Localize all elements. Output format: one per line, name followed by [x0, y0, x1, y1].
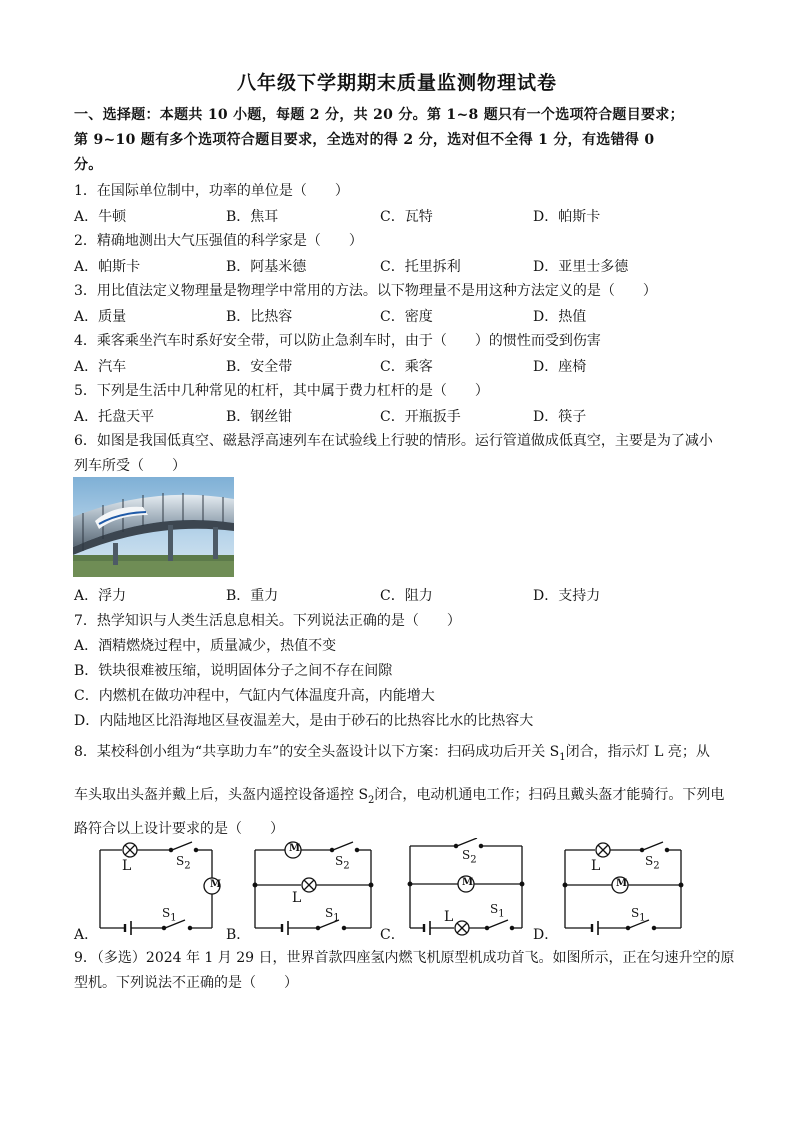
- q6-option-c[interactable]: C．阻力: [380, 588, 433, 604]
- question-7-stem: 7．热学知识与人类生活息息相关。下列说法正确的是（ ）: [74, 613, 461, 629]
- lamp-label-a: L: [122, 858, 132, 874]
- q3-option-d[interactable]: D．热值: [533, 309, 587, 325]
- q2-option-b[interactable]: B．阿基米德: [226, 259, 307, 275]
- q7-option-d[interactable]: D．内陆地区比沿海地区昼夜温差大，是由于砂石的比热容比水的比热容大: [74, 713, 534, 729]
- question-8-stem-line-3: 路符合以上设计要求的是（ ）: [74, 821, 284, 837]
- q6-option-a[interactable]: A．浮力: [74, 588, 127, 604]
- question-1-stem: 1．在国际单位制中，功率的单位是（ ）: [74, 183, 349, 199]
- lamp-label-b: L: [292, 890, 302, 906]
- switch-s2-label-c: $S_2$: [462, 848, 477, 866]
- maglev-train-photo: [73, 477, 234, 577]
- question-3-stem: 3．用比值法定义物理量是物理学中常用的方法。以下物理量不是用这种方法定义的是（ ）: [74, 283, 657, 299]
- question-6-stem-line-2: 列车所受（ ）: [74, 458, 186, 474]
- q4-option-a[interactable]: A．汽车: [74, 359, 127, 375]
- q2-option-a[interactable]: A．帕斯卡: [74, 259, 141, 275]
- page-title: 八年级下学期期末质量监测物理试卷: [236, 72, 557, 94]
- circuit-diagram-b: [245, 838, 395, 938]
- question-4-stem: 4．乘客乘坐汽车时系好安全带，可以防止急刹车时，由于（ ）的惯性而受到伤害: [74, 333, 601, 349]
- q1-option-d[interactable]: D．帕斯卡: [533, 209, 601, 225]
- lamp-label-c: L: [444, 909, 454, 925]
- q2-option-d[interactable]: D．亚里士多德: [533, 259, 629, 275]
- q4-option-b[interactable]: B．安全带: [226, 359, 293, 375]
- q3-option-b[interactable]: B．比热容: [226, 309, 293, 325]
- q3-option-c[interactable]: C．密度: [380, 309, 433, 325]
- q7-option-a[interactable]: A．酒精燃烧过程中，质量减少，热值不变: [74, 638, 337, 654]
- q8-option-a[interactable]: A．: [74, 927, 99, 943]
- circuit-diagram-d: [555, 838, 705, 938]
- question-8-stem-line-1: 8．某校科创小组为“共享助力车”的安全头盔设计以下方案：扫码成功后开关 $S_1$闭合，指示灯 L 亮；从: [74, 744, 710, 763]
- q8-option-c[interactable]: C．: [380, 927, 405, 943]
- section-line-1: 一、选择题：本题共 10 小题，每题 2 分，共 20 分。第 1~8 题只有一个选项符合题目要求；: [74, 107, 684, 123]
- q7-option-b[interactable]: B．铁块很难被压缩，说明固体分子之间不存在间隙: [74, 663, 393, 679]
- q1-option-b[interactable]: B．焦耳: [226, 209, 279, 225]
- switch-s1-label-c: $S_1$: [490, 902, 505, 920]
- switch-s2-label-d: $S_2$: [645, 854, 660, 872]
- question-8-stem-line-2: 车头取出头盔并戴上后，头盔内遥控设备遥控 $S_2$闭合，电动机通电工作；扫码且戴头盔才能骑行。下列电: [74, 787, 725, 806]
- switch-s1-label-b: $S_1$: [325, 906, 340, 924]
- q5-option-d[interactable]: D．筷子: [533, 409, 587, 425]
- question-5-stem: 5．下列是生活中几种常见的杠杆，其中属于费力杠杆的是（ ）: [74, 383, 489, 399]
- question-6-stem-line-1: 6．如图是我国低真空、磁悬浮高速列车在试验线上行驶的情形。运行管道做成低真空，主要是为了减小: [74, 433, 713, 449]
- q4-option-c[interactable]: C．乘客: [380, 359, 433, 375]
- q8-option-b[interactable]: B．: [226, 927, 251, 943]
- section-instructions: [74, 103, 734, 178]
- switch-s1-label-d: $S_1$: [631, 906, 646, 924]
- q6-option-b[interactable]: B．重力: [226, 588, 279, 604]
- q7-option-c[interactable]: C．内燃机在做功冲程中，气缸内气体温度升高，内能增大: [74, 688, 435, 704]
- switch-s1-label-a: $S_1$: [162, 906, 177, 924]
- switch-s2-label-a: $S_2$: [176, 854, 191, 872]
- q2-option-c[interactable]: C．托里拆利: [380, 259, 461, 275]
- q6-option-d[interactable]: D．支持力: [533, 588, 601, 604]
- motor-symbol-a: M: [210, 879, 222, 890]
- q1-option-a[interactable]: A．牛顿: [74, 209, 127, 225]
- lamp-label-d: L: [591, 858, 601, 874]
- question-9-stem-line-1: 9．（多选）2024 年 1 月 29 日，世界首款四座氢内燃飞机原型机成功首飞。如图所示，正在匀速升空的原: [74, 950, 735, 966]
- q5-option-c[interactable]: C．开瓶扳手: [380, 409, 461, 425]
- q5-option-b[interactable]: B．钢丝钳: [226, 409, 293, 425]
- motor-symbol-b: M: [289, 843, 301, 854]
- switch-s2-label-b: $S_2$: [335, 854, 350, 872]
- section-line-3: 分。: [74, 157, 103, 173]
- q1-option-c[interactable]: C．瓦特: [380, 209, 433, 225]
- circuit-diagram-c: [400, 838, 550, 938]
- q4-option-d[interactable]: D．座椅: [533, 359, 587, 375]
- motor-symbol-c: M: [462, 877, 474, 888]
- q5-option-a[interactable]: A．托盘天平: [74, 409, 155, 425]
- q3-option-a[interactable]: A．质量: [74, 309, 127, 325]
- motor-symbol-d: M: [616, 878, 628, 889]
- circuit-diagram-a: [92, 838, 242, 938]
- q8-option-d[interactable]: D．: [533, 927, 559, 943]
- question-9-stem-line-2: 型机。下列说法不正确的是（ ）: [74, 975, 298, 991]
- section-line-2: 第 9~10 题有多个选项符合题目要求，全选对的得 2 分，选对但不全得 1 分，有选错得 0: [74, 132, 655, 148]
- question-2-stem: 2．精确地测出大气压强值的科学家是（ ）: [74, 233, 363, 249]
